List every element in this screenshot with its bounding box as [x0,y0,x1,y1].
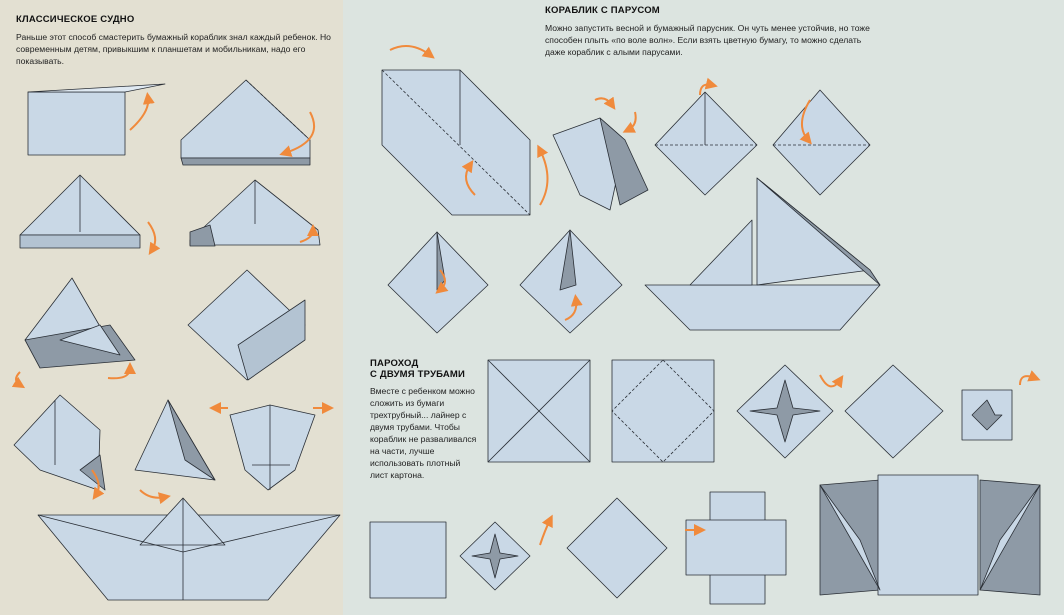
step-1-sheet [28,84,165,155]
step-5-fold [25,278,135,368]
sail-step-3 [655,92,757,195]
steamer-step-1 [488,360,590,462]
sail-title: КОРАБЛИК С ПАРУСОМ [545,5,660,16]
steamer-step-3 [737,365,833,458]
steamer-step-7 [460,522,530,590]
sail-text-body: Можно запустить весной и бумажный парусник. Он чуть менее устойчив, но тоже способен плыть «по воле волн». Если взять цветную бумагу, то можно сделать даже кораблик с алыми парусами. [545,23,870,57]
steamer-title-1: ПАРОХОД [370,358,419,369]
step-7-pocket [14,395,105,490]
steamer-step-5 [962,390,1012,440]
classic-text-body: Раньше этот способ смастерить бумажный кораблик знал каждый ребенок. Но современным детям, привыкшим к планшетам и мобильникам, надо его показывать. [16,32,331,66]
steamer-step-6 [370,522,446,598]
sail-step-4 [773,90,870,195]
sail-step-2 [553,118,648,210]
steamer-step-8 [567,498,667,598]
steamer-text-body: Вместе с ребенком можно сложить из бумаги трехтрубный... лайнер с двумя трубами. Чтобы кораблик не разваливался на части, лучше использовать плотный лист картона. [370,386,477,480]
classic-boat-final [38,498,340,600]
step-3-hat [20,175,140,248]
steamer-step-9 [686,492,786,604]
steamer-step-2 [612,360,714,462]
step-8-cone [135,400,215,480]
step-4-hat [190,180,320,246]
steamer-title-2: С ДВУМЯ ТРУБАМИ [370,369,466,380]
sail-step-5 [388,232,488,333]
sailboat-final [645,178,880,330]
steamer-final [820,475,1040,595]
step-2-fold [181,80,310,165]
step-9-open [230,405,315,490]
sail-step-1 [382,70,530,215]
steamer-step-4 [845,365,943,458]
step-6-diamond [188,270,305,380]
classic-title: КЛАССИЧЕСКОЕ СУДНО [16,14,135,25]
